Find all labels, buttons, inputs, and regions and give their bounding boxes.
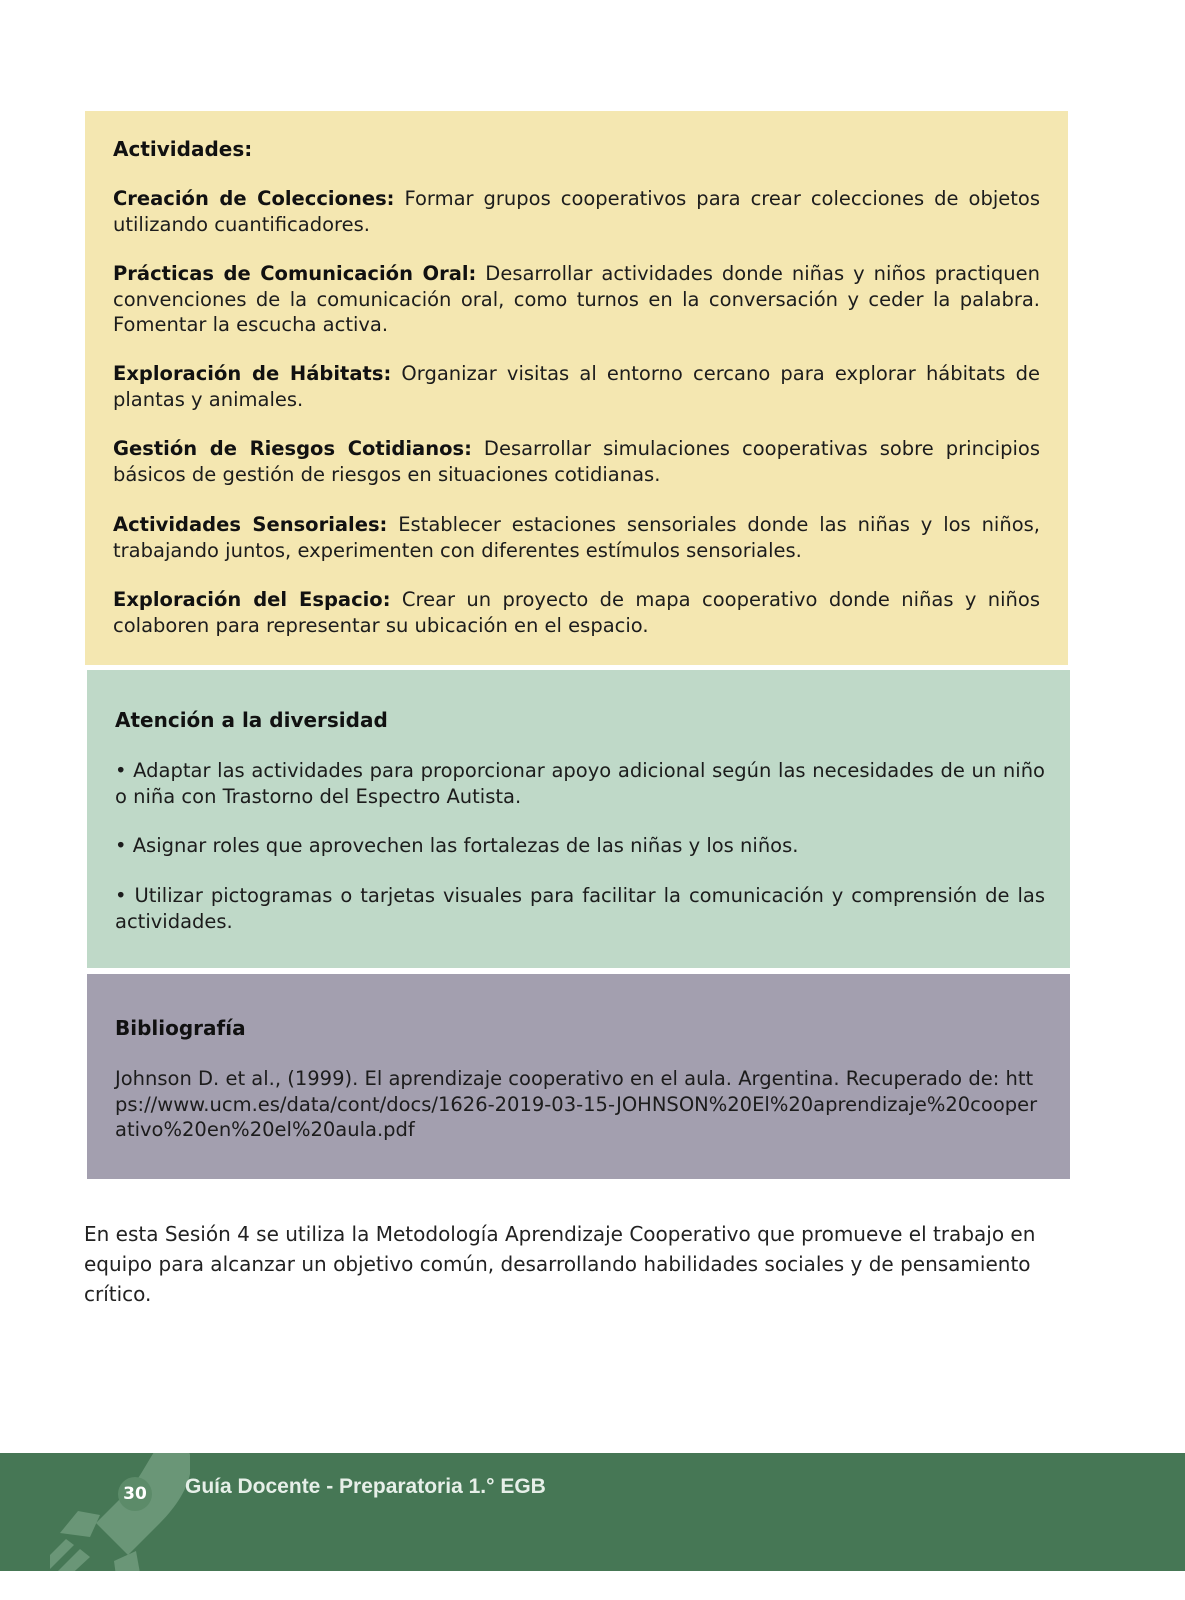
diversity-item: • Adaptar las actividades para proporcionar apoyo adicional según las necesidades de un niño o niña con Trastorno del Espectro Autista. — [115, 759, 1045, 808]
activity-term: Gestión de Riesgos Cotidianos: — [113, 437, 472, 460]
activity-item — [113, 587, 1040, 638]
activity-text: Formar grupos cooperativos para crear colecciones de objetos utilizando cuantificadores. — [113, 187, 1040, 236]
bibliography-box — [87, 974, 1070, 1179]
diversity-heading: Atención a la diversidad — [115, 708, 388, 732]
activities-box — [85, 111, 1068, 665]
diversity-item: • Asignar roles que aprovechen las fortalezas de las niñas y los niños. — [115, 834, 799, 857]
activity-term: Prácticas de Comunicación Oral: — [113, 262, 477, 285]
activity-item — [113, 436, 1040, 487]
page-number: 30 — [118, 1477, 152, 1511]
activity-text: Crear un proyecto de mapa cooperativo donde niñas y niños colaboren para representar su ubicación en el espacio. — [113, 588, 1040, 637]
activity-item — [113, 512, 1040, 563]
activity-term: Creación de Colecciones: — [113, 187, 395, 210]
activity-item — [113, 186, 1040, 237]
footer-title: Guía Docente - Preparatoria 1.° EGB — [185, 1475, 546, 1498]
diversity-item: • Utilizar pictogramas o tarjetas visuales para facilitar la comunicación y comprensión de las actividades. — [115, 884, 1045, 933]
activity-term: Actividades Sensoriales: — [113, 513, 388, 536]
activity-term: Exploración de Hábitats: — [113, 362, 392, 385]
activity-term: Exploración del Espacio: — [113, 588, 391, 611]
activity-item — [113, 361, 1040, 412]
activity-text: Establecer estaciones sensoriales donde las niñas y los niños, trabajando juntos, experimenten con diferentes estímulos sensoriales. — [113, 513, 1040, 562]
bibliography-heading: Bibliografía — [115, 1016, 246, 1040]
activity-text: Desarrollar actividades donde niñas y niños practiquen convenciones de la comunicación oral, como turnos en la conversación y ceder la palabra. Fomentar la escucha activa. — [113, 262, 1040, 336]
page-footer — [0, 1453, 1185, 1571]
rocket-icon — [50, 1453, 190, 1571]
session-summary: En esta Sesión 4 se utiliza la Metodología Aprendizaje Cooperativo que promueve el trabajo en equipo para alcanzar un objetivo común, desarrollando habilidades sociales y de pensamiento crítico. — [84, 1222, 1036, 1306]
diversity-box — [87, 670, 1070, 968]
bibliography-entry: Johnson D. et al., (1999). El aprendizaje cooperativo en el aula. Argentina. Recuperado de: https://www.ucm.es/data/cont/docs/1626-2019-03-15-JOHNSON%20El%20aprendizaje%20cooperativo%20en%20el%20aula.pdf — [115, 1067, 1038, 1141]
activity-text: Organizar visitas al entorno cercano para explorar hábitats de plantas y animales. — [113, 362, 1040, 411]
activity-text: Desarrollar simulaciones cooperativas sobre principios básicos de gestión de riesgos en situaciones cotidianas. — [113, 437, 1040, 486]
activities-heading: Actividades: — [113, 137, 253, 161]
activity-item — [113, 261, 1040, 338]
